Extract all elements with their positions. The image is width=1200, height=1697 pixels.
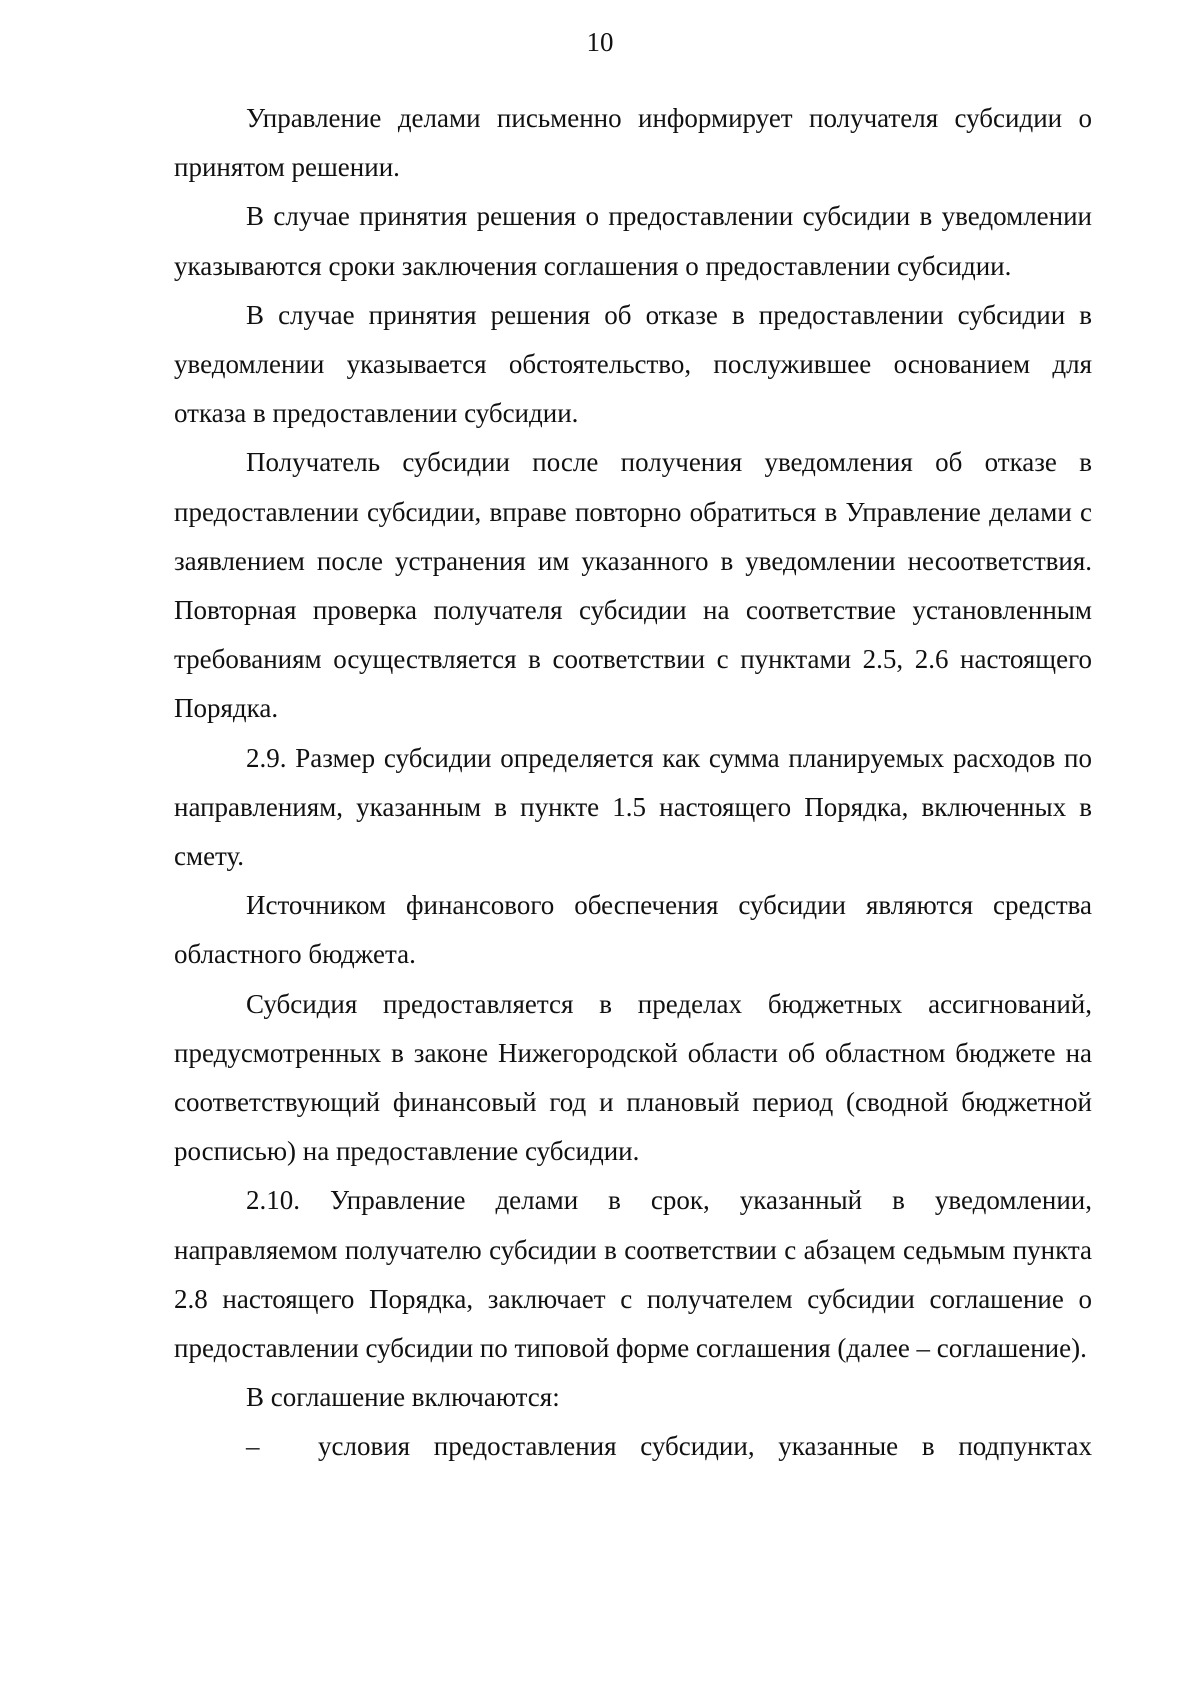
paragraph: Получатель субсидии после получения уведомления об отказе в предоставлении субсидии, вправе повторно обратиться в Управление делами с заявлением после устранения им указанного в уведомлении несоответствия. Повторная проверка получателя субсидии на соответствие установленным требованиям осуществляется в соответствии с пунктами 2.5, 2.6 настоящего Порядка. — [174, 447, 1092, 724]
page-number: 10 — [586, 27, 614, 57]
paragraph: В случае принятия решения об отказе в предоставлении субсидии в уведомлении указывается обстоятельство, послужившее основанием для отказа в предоставлении субсидии. — [174, 299, 1092, 429]
paragraph: Управление делами письменно информирует получателя субсидии о принятом решении. — [174, 103, 1092, 183]
paragraph: 2.9. Размер субсидии определяется как сумма планируемых расходов по направлениям, указанным в пункте 1.5 настоящего Порядка, включенных в смету. — [174, 742, 1092, 872]
paragraph: 2.10. Управление делами в срок, указанный в уведомлении, направляемом получателю субсидии в соответствии с абзацем седьмым пункта 2.8 настоящего Порядка, заключает с получателем субсидии соглашение о предоставлении субсидии по типовой форме соглашения (далее – соглашение). — [174, 1185, 1092, 1364]
paragraph: В соглашение включаются: — [246, 1382, 560, 1413]
list-item-text: условия предоставления субсидии, указанные в подпунктах — [318, 1431, 1092, 1462]
document-body — [174, 94, 1092, 1472]
list-item — [174, 1422, 1092, 1471]
paragraph: Источником финансового обеспечения субсидии являются средства областного бюджета. — [174, 890, 1092, 970]
paragraph: В случае принятия решения о предоставлении субсидии в уведомлении указываются сроки заключения соглашения о предоставлении субсидии. — [174, 201, 1092, 281]
list-dash: – — [246, 1431, 260, 1462]
paragraph: Субсидия предоставляется в пределах бюджетных ассигнований, предусмотренных в законе Нижегородской области об областном бюджете на соответствующий финансовый год и плановый период (сводной бюджетной росписью) на предоставление субсидии. — [174, 988, 1092, 1167]
